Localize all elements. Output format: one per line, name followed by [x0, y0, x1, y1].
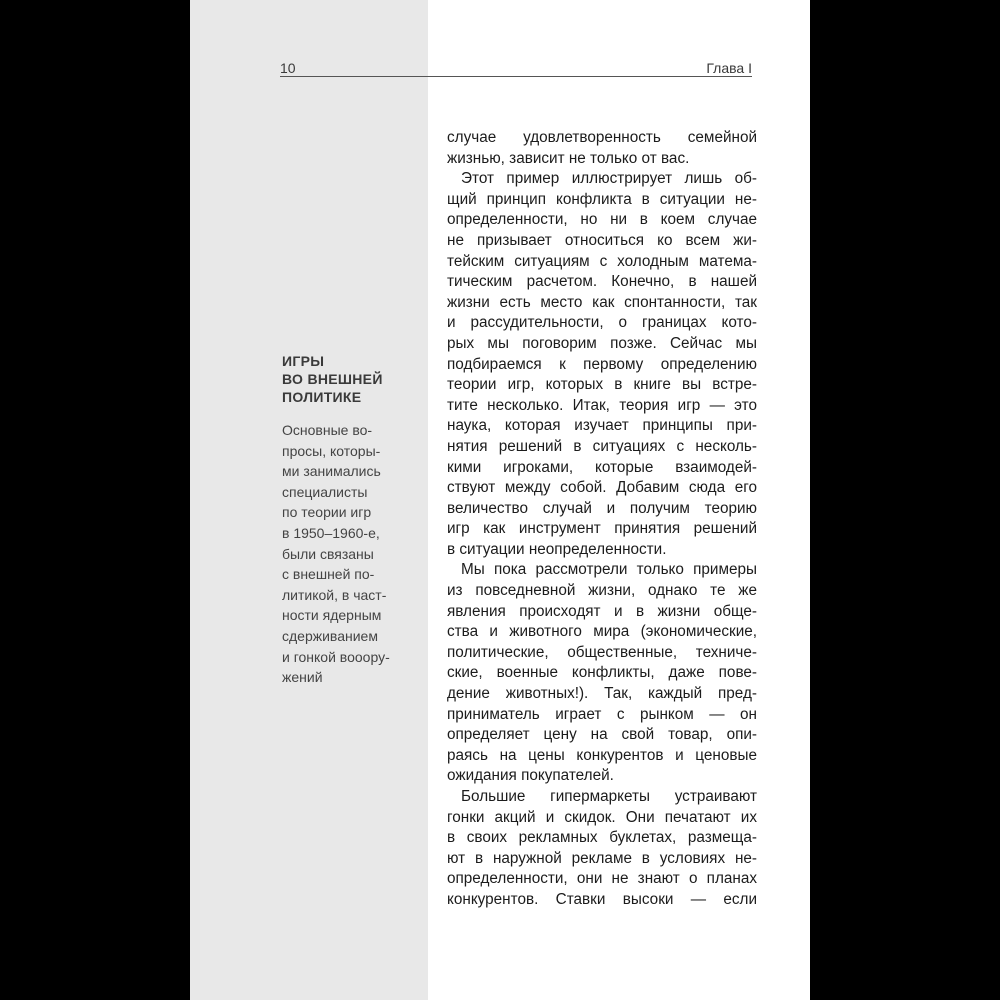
body-line: дение животных!). Так, каждый пред- — [447, 685, 757, 703]
body-line: величество случай и получим теорию — [447, 499, 757, 517]
book-page — [190, 0, 810, 1000]
body-line: конкурентов. Ставки высоки — если — [447, 890, 757, 908]
sidebar-text-line: с внешней по- — [282, 566, 375, 583]
sidebar-text-line: просы, которы- — [282, 442, 381, 459]
sidebar-text-line: ности ядерным — [282, 607, 382, 624]
sidebar-text-line: Основные во- — [282, 422, 373, 438]
body-line: явления происходят и в жизни обще- — [447, 602, 757, 620]
body-line: жизни есть место как спонтанности, так — [447, 293, 757, 311]
body-line: тите несколько. Итак, теория игр — это — [447, 396, 757, 414]
page-number: 10 — [280, 60, 296, 76]
body-line: ствуют между собой. Добавим сюда его — [447, 479, 757, 497]
body-line: игр как инструмент принятия решений — [447, 520, 757, 538]
body-line: случае удовлетворенность семейной — [447, 129, 757, 146]
body-line: не призывает относиться ко всем жи- — [447, 231, 757, 249]
body-line: Мы пока рассмотрели только примеры — [461, 561, 757, 579]
body-line: в своих рекламных буклетах, размеща- — [447, 829, 757, 847]
sidebar-text-line: в 1950–1960-е, — [282, 524, 380, 541]
body-line: ют в наружной рекламе в условиях не- — [447, 849, 757, 867]
chapter-title: Глава I — [706, 60, 752, 76]
body-line: тейским ситуациям с холодным матема- — [447, 252, 757, 270]
sidebar-text-line: литикой, в част- — [282, 586, 387, 603]
body-line: нятия решений в ситуациях с несколь- — [447, 437, 757, 455]
body-line: политические, общественные, техниче- — [447, 643, 757, 661]
sidebar-heading — [282, 352, 400, 406]
body-line: щий принцип конфликта в ситуации не- — [447, 190, 757, 208]
body-line: из повседневной жизни, однако те же — [447, 582, 757, 600]
sidebar-text-line: жений — [282, 669, 323, 686]
body-line: раясь на цены конкурентов и ценовые — [447, 746, 757, 764]
body-line: ские, военные конфликты, даже пове- — [447, 664, 757, 682]
sidebar-text-line: ми занимались — [282, 463, 381, 480]
body-line: гонки акций и скидок. Они печатают их — [447, 808, 757, 826]
body-line: и рассудительности, о границах кото- — [447, 314, 757, 332]
body-line: подбираемся к первому определению — [447, 355, 757, 373]
sidebar-text — [282, 420, 400, 688]
body-line: тическим расчетом. Конечно, в нашей — [447, 273, 757, 291]
body-line: определяет цену на свой товар, опи- — [447, 726, 757, 744]
sidebar-heading-line: ИГРЫ — [282, 353, 325, 369]
sidebar-text-line: по теории игр — [282, 504, 372, 521]
sidebar-heading-line: ПОЛИТИКЕ — [282, 389, 362, 405]
body-line: рых мы поговорим позже. Сейчас мы — [447, 334, 757, 352]
body-text — [447, 128, 757, 911]
body-line: приниматель играет с рынком — он — [447, 705, 757, 723]
running-header — [280, 58, 752, 77]
sidebar-text-line: и гонкой вооору- — [282, 648, 390, 665]
body-line: ожидания покупателей. — [447, 767, 614, 785]
body-line: наука, которая изучает принципы при- — [447, 417, 757, 435]
body-line: Большие гипермаркеты устраивают — [461, 788, 757, 805]
sidebar-note — [282, 352, 400, 688]
body-line: определенности, они не знают о планах — [447, 870, 757, 888]
body-line: Этот пример иллюстрирует лишь об- — [461, 170, 757, 188]
body-line: теории игр, которых в книге вы встре- — [447, 376, 757, 394]
body-line: кими игроками, которые взаимодей- — [447, 458, 757, 476]
sidebar-text-line: сдерживанием — [282, 627, 378, 644]
body-line: жизнью, зависит не только от вас. — [447, 149, 690, 167]
body-line: определенности, но ни в коем случае — [447, 211, 757, 229]
sidebar-heading-line: ВО ВНЕШНЕЙ — [282, 371, 383, 387]
body-line: в ситуации неопределенности. — [447, 540, 667, 558]
sidebar-text-line: были связаны — [282, 545, 374, 562]
body-line: ства и животного мира (экономические, — [447, 623, 757, 641]
sidebar-text-line: специалисты — [282, 483, 368, 500]
